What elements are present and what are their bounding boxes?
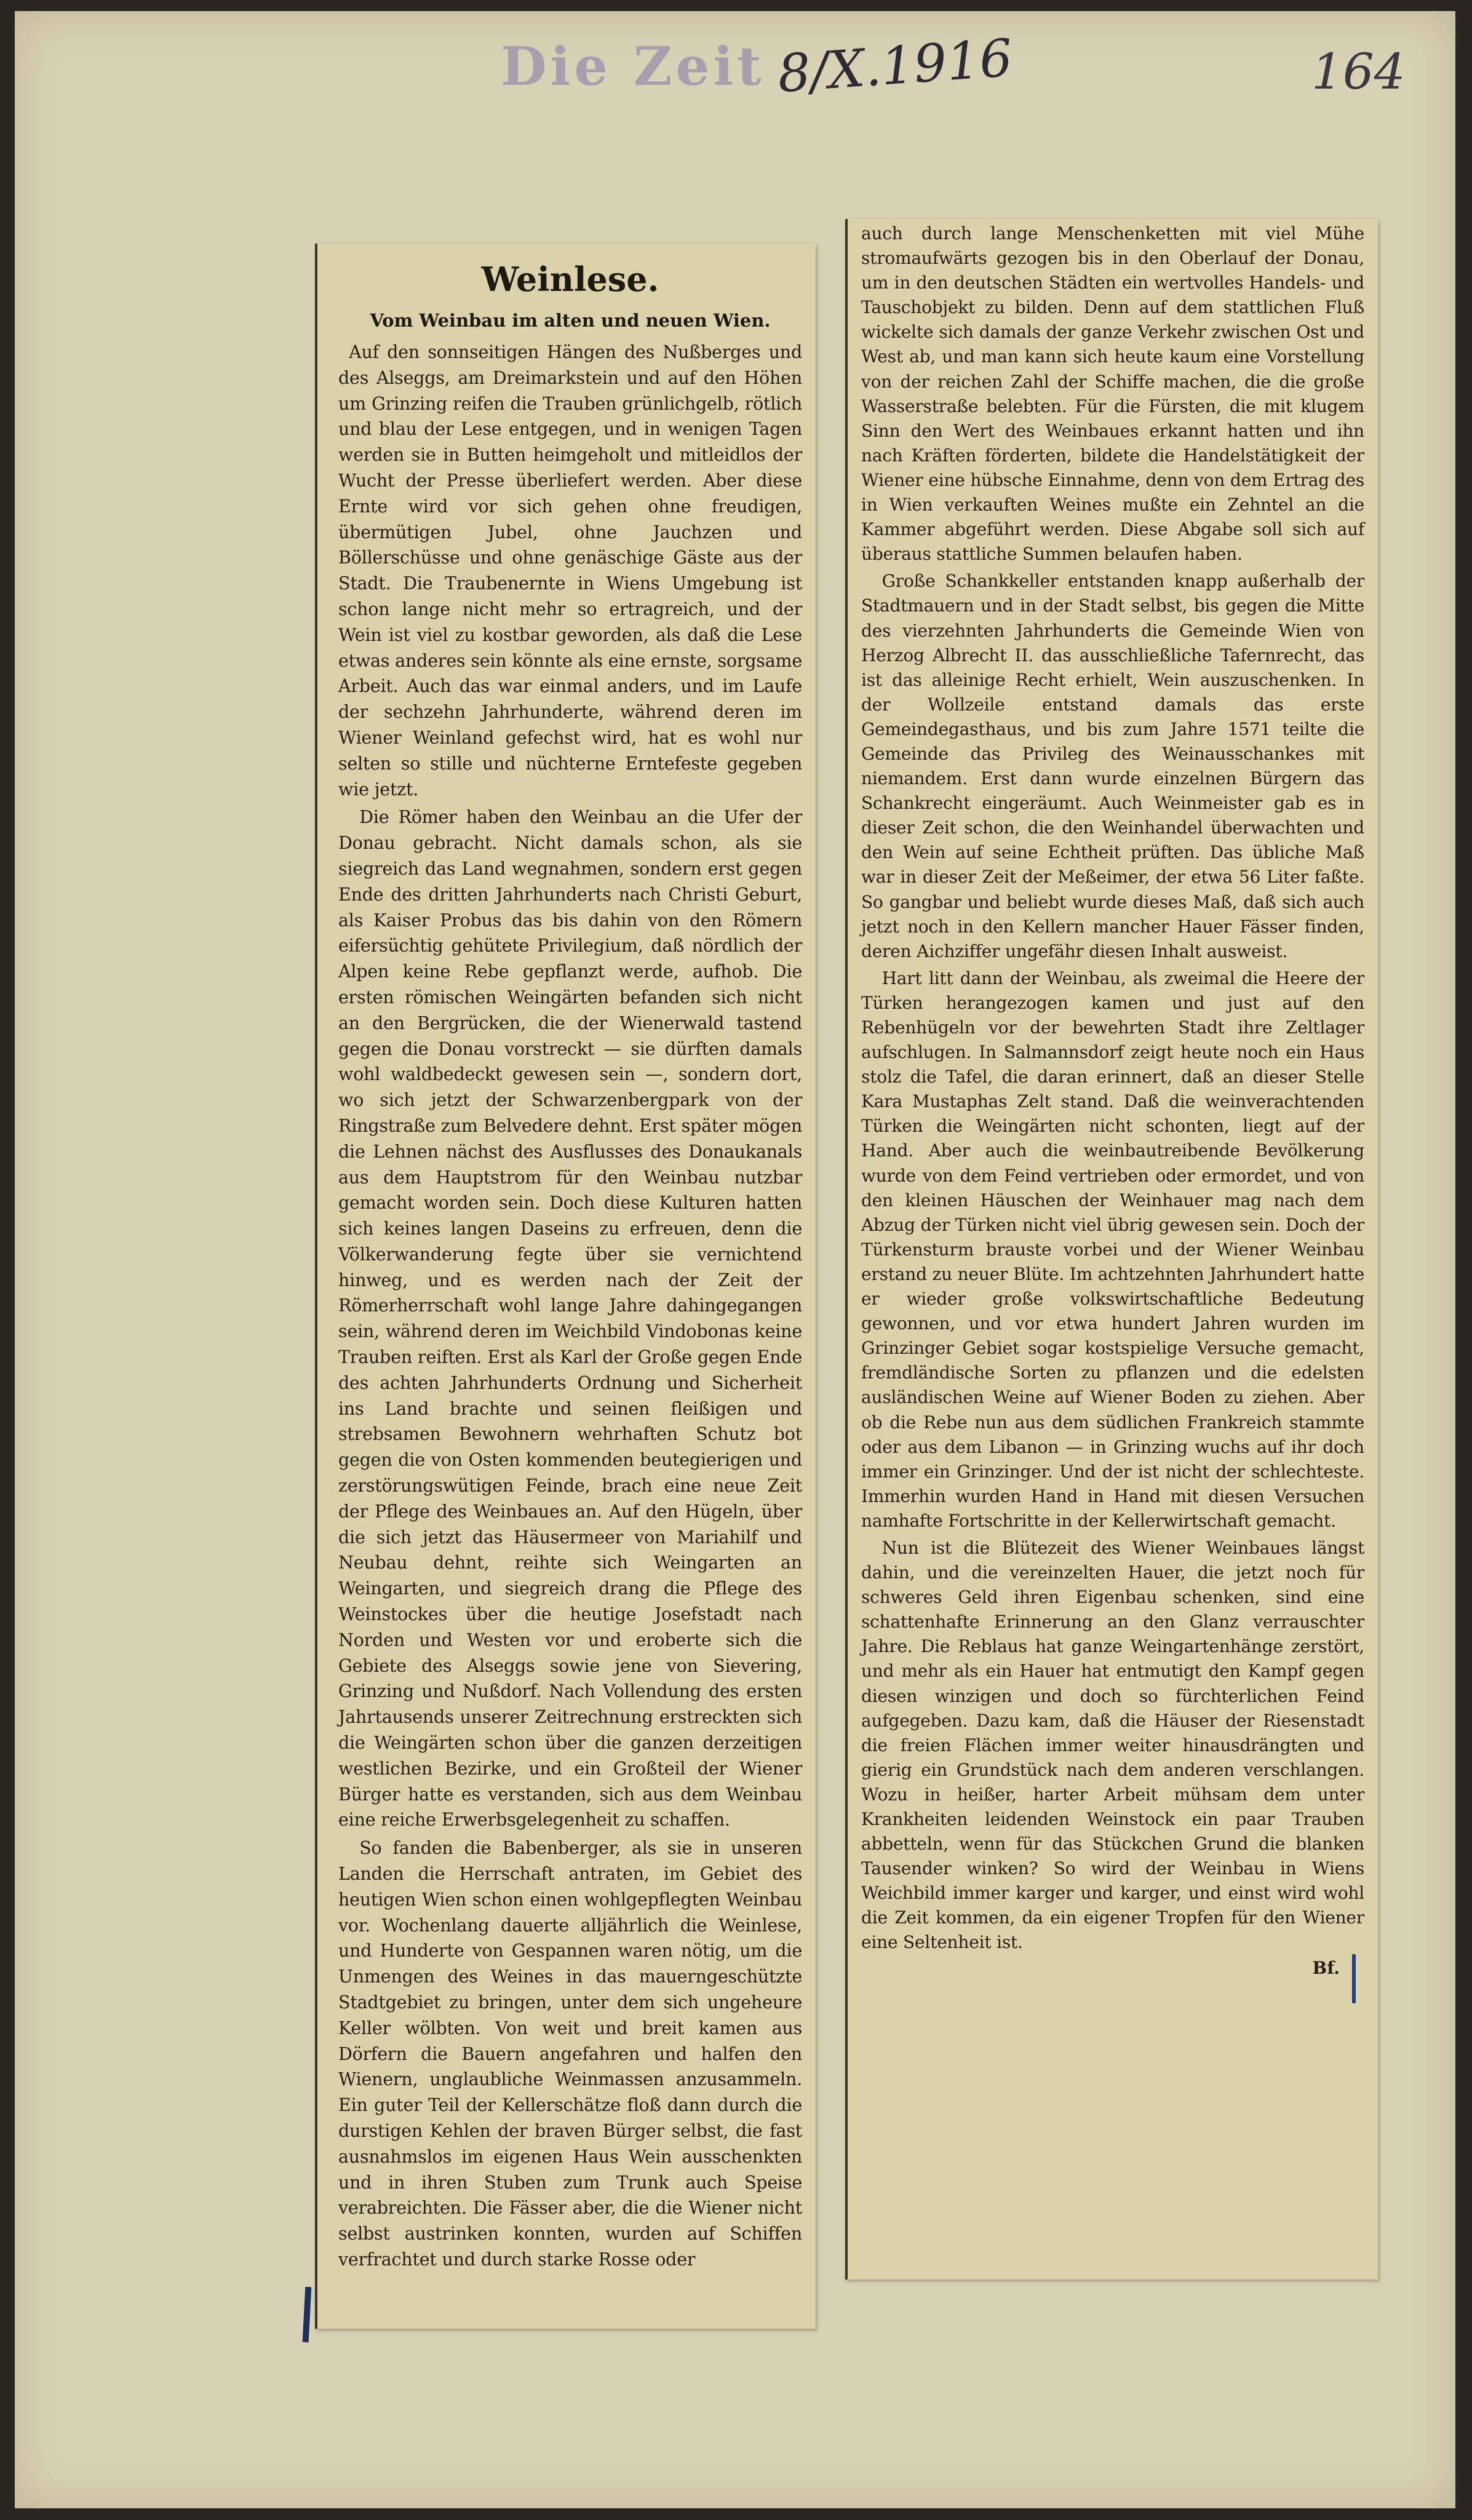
paragraph: Die Römer haben den Weinbau an die Ufer der Donau gebracht. Nicht damals schon, als sie siegreich das Land wegnahmen, sondern erst gegen Ende des dritten Jahrhunderts nach Christi Geburt, als Kaiser Probus das bis dahin von den Römern eifersüchtig gehütete Privilegium, daß nördlich der Alpen keine Rebe gepflanzt werde, aufhob. Die ersten römischen Weingärten befanden sich nicht an den Bergrücken, die der Wienerwald tastend gegen die Donau vorstreckt — sie dürften damals wohl waldbedeckt gewesen sein —, sondern dort, wo sich jetzt der Schwarzenbergpark von der Ringstraße zum Belvedere dehnt. Erst später mögen die Lehnen nächst des Ausflusses des Donaukanals aus dem Hauptstrom für den Weinbau nutzbar gemacht worden sein. Doch diese Kulturen hatten sich keines langen Daseins zu erfreuen, denn die Völkerwanderung fegte über sie vernichtend hinweg, und es werden nach der Zeit der Römerherrschaft wohl lange Jahre dahingegangen sein, während deren im Weichbild Vindobonas keine Trauben reiften. Erst als Karl der Große gegen Ende des achten Jahrhunderts Ordnung und Sicherheit ins Land brachte und seinen fleißigen und strebsamen Bewohnern wehrhaften Schutz bot gegen die von Osten kommenden beutegierigen und zerstörungswütigen Feinde, brach eine neue Zeit der Pflege des Weinbaues an. Auf den Hügeln, über die sich jetzt das Häusermeer von Mariahilf und Neubau dehnt, reihte sich Weingarten an Weingarten, und siegreich drang die Pflege des Weinstockes über die heutige Josefstadt nach Norden und Westen vor und eroberte sich die Gebiete des Alseggs sowie jene von Sievering, Grinzing und Nußdorf. Nach Vollendung des ersten Jahrtausends unserer Zeitrechnung erstreckten sich die Weingärten schon über die ganzen derzeitigen westlichen Bezirke, und ein Großteil der Wiener Bürger hatte es verstanden, sich aus dem Weinbau eine reiche Erwerbsgelegenheit zu schaffen. <box>338 807 802 1830</box>
blue-pencil-mark <box>1352 1954 1356 2003</box>
paragraph: Nun ist die Blütezeit des Wiener Weinbaues längst dahin, und die vereinzelten Hauer, die jetzt noch für schweres Geld ihren Eigenbau schenken, sind eine schattenhafte Erinnerung an den Glanz verrauschter Jahre. Die Reblaus hat ganze Weingartenhänge zerstört, und mehr als ein Hauer hat entmutigt den Kampf gegen diesen winzigen und doch so fürchterlichen Feind aufgegeben. Dazu kam, daß die Häuser der Riesenstadt die freien Flächen immer weiter hinausdrängten und gierig ein Grundstück nach dem anderen verschlangen. Wozu in heißer, harter Arbeit mühsam dem unter Krankheiten leidenden Weinstock ein paar Trauben abbetteln, wenn für das Stückchen Grund die blanken Tausender winken? So wird der Weinbau in Wiens Weichbild immer karger und karger, und einst wird wohl die Zeit kommen, da ein eigener Tropfen für den Wiener eine Seltenheit ist. <box>861 1537 1364 1953</box>
author-signature: Bf. <box>1312 1957 1340 1978</box>
handwritten-page-number: 164 <box>1311 43 1406 100</box>
paragraph: Auf den sonnseitigen Hängen des Nußberges und des Alseggs, am Dreimarkstein und auf den Höhen um Grinzing reifen die Trauben grünlichgelb, rötlich und blau der Lese entgegen, und in wenigen Tagen werden sie in Butten heimgeholt und mitleidlos der Wucht der Presse überliefert werden. Aber diese Ernte wird vor sich gehen ohne freudigen, übermütigen Jubel, ohne Jauchzen und Böllerschüsse und ohne genäschige Gäste aus der Stadt. Die Traubenernte in Wiens Umgebung ist schon lange nicht mehr so ertragreich, und der Wein ist viel zu kostbar geworden, als daß die Lese etwas anderes sein könnte als eine ernste, sorgsame Arbeit. Auch das war einmal anders, und im Laufe der sechzehn Jahrhunderte, während deren im Wiener Weinland gefechst wird, hat es wohl nur selten so stille und nüchterne Erntefeste gegeben wie jetzt. <box>338 342 802 800</box>
article-subtitle: Vom Weinbau im alten und neuen Wien. <box>370 310 771 331</box>
clipping-left-column <box>315 244 816 2329</box>
left-column-text <box>338 256 802 2275</box>
clipping-right-column <box>845 219 1378 2280</box>
article-title: Weinlese. <box>481 260 659 299</box>
paragraph: Hart litt dann der Weinbau, als zweimal die Heere der Türken herangezogen kamen und just auf den Rebenhügeln vor der bewehrten Stadt ihre Zeltlager aufschlugen. In Salmannsdorf zeigt heute noch ein Haus stolz die Tafel, die daran erinnert, daß an dieser Stelle Kara Mustaphas Zelt stand. Daß die weinverachtenden Türken die Weingärten nicht schonten, liegt auf der Hand. Aber auch die weinbautreibende Bevölkerung wurde von dem Feind vertrieben oder ermordet, und von den kleinen Häuschen der Weinhauer mag nach dem Abzug der Türken nicht viel übrig gewesen sein. Doch der Türkensturm brauste vorbei und der Wiener Weinbau erstand zu neuer Blüte. Im achtzehnten Jahrhundert hatte er wieder große volkswirtschaftliche Bedeutung gewonnen, und vor etwa hundert Jahren wurden im Grinzinger Gebiet sogar kostspielige Versuche gemacht, fremdländische Sorten zu pflanzen und die edelsten ausländischen Weine auf Wiener Boden zu ziehen. Aber ob die Rebe nun aus dem südlichen Frankreich stammte oder aus dem Libanon — in Grinzing wuchs auf ihr doch immer ein Grinzinger. Und der ist nicht der schlechteste. Immerhin wurden Hand in Hand mit diesen Versuchen namhafte Fortschritte in der Kellerwirtschaft gemacht. <box>861 968 1364 1531</box>
ink-stroke-mark <box>303 2287 312 2342</box>
handwritten-date: 8/X.1916 <box>776 27 1014 105</box>
paragraph: auch durch lange Menschenketten mit viel Mühe stromaufwärts gezogen bis in den Oberlauf der Donau, um in den deutschen Städten ein wertvolles Handels- und Tauschobjekt zu bilden. Denn auf dem stattlichen Fluß wickelte sich damals der ganze Verkehr zwischen Ost und West ab, und man kann sich heute kaum eine Vorstellung von der reichen Zahl der Schiffe machen, die die große Wasserstraße belebten. Für die Fürsten, die mit klugem Sinn den Wert des Weinbaues erkannt hatten und ihn nach Kräften förderten, bildete die Handelstätigkeit der Wiener eine hübsche Einnahme, denn von dem Ertrag des in Wien verkauften Weines mußte ein Zehntel an die Kammer abgeführt werden. Diese Abgabe soll sich auf überaus stattliche Summen belaufen haben. <box>861 223 1364 565</box>
archive-sheet <box>15 11 1455 2508</box>
paragraph: So fanden die Babenberger, als sie in unseren Landen die Herrschaft antraten, im Gebiet des heutigen Wien schon einen wohlgepflegten Weinbau vor. Wochenlang dauerte alljährlich die Weinlese, und Hunderte von Gespannen waren nötig, um die Unmengen des Weines in das mauerngeschützte Stadtgebiet zu bringen, unter dem sich ungeheure Keller wölbten. Von weit und breit kamen aus Dörfern die Bauern angefahren und halfen den Wienern, unglaubliche Weinmassen anzusammeln. Ein guter Teil der Kellerschätze floß dann durch die durstigen Kehlen der braven Bürger selbst, die fast ausnahmslos im eigenen Haus Wein ausschenkten und in ihren Stuben zum Trunk auch Speise verabreichten. Die Fässer aber, die die Wiener nicht selbst austrinken konnten, wurden auf Schiffen verfrachtet und durch starke Rosse oder <box>338 1838 802 2270</box>
signature-row <box>861 1958 1364 1978</box>
newspaper-stamp: Die Zeit <box>501 36 765 98</box>
right-column-text <box>861 221 1364 1978</box>
paragraph: Große Schankkeller entstanden knapp außerhalb der Stadtmauern und in der Stadt selbst, bis gegen die Mitte des vierzehnten Jahrhunderts die Gemeinde Wien von Herzog Albrecht II. das ausschließliche Tafernrecht, das ist das alleinige Recht erhielt, Wein auszuschenken. In der Wollzeile entstand damals das erste Gemeindegasthaus, und bis zum Jahre 1571 teilte die Gemeinde das Privileg des Weinausschankes mit niemandem. Erst dann wurde einzelnen Bürgern das Schankrecht eingeräumt. Auch Weinmeister gab es in dieser Zeit schon, die den Weinhandel überwachten und den Wein auf seine Echtheit prüften. Das übliche Maß war in dieser Zeit der Meßeimer, der etwa 56 Liter faßte. So gangbar und beliebt wurde dieses Maß, daß sich auch jetzt noch in den Kellern mancher Hauer Fässer finden, deren Aichziffer ungefähr diesen Inhalt ausweist. <box>861 571 1364 961</box>
